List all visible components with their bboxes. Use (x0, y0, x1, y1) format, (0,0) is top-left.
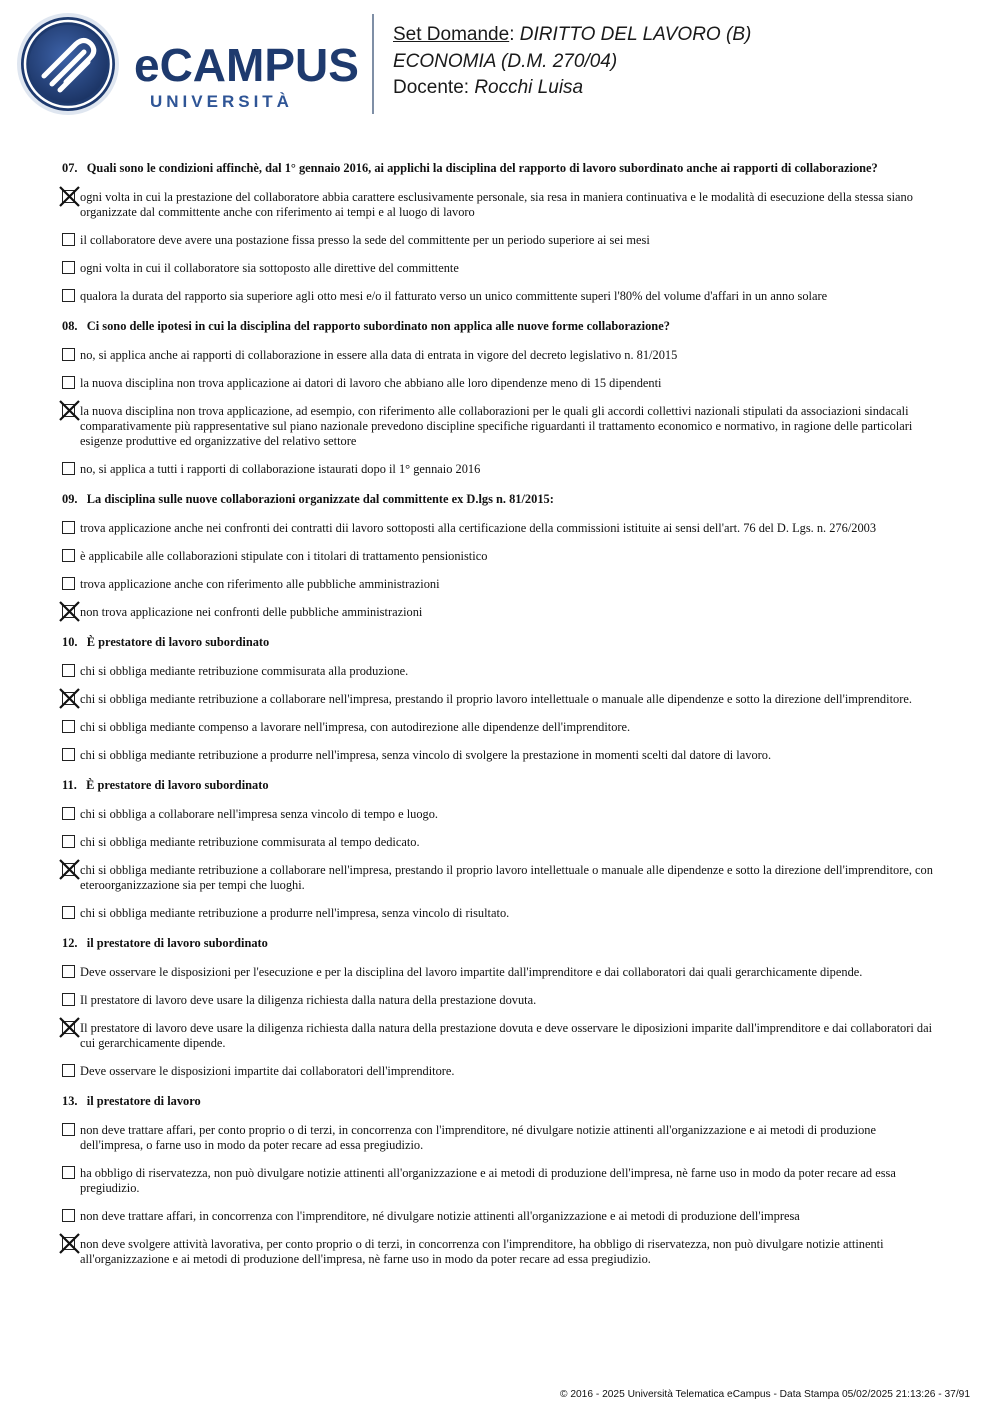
answer-text: chi si obbliga mediante compenso a lavorare nell'impresa, con autodirezione alle dipendenze dell'imprenditore. (80, 720, 631, 734)
checkbox[interactable] (62, 906, 75, 919)
answer-text: chi si obbliga a collaborare nell'impresa senza vincolo di tempo e luogo. (80, 807, 439, 821)
question-title (62, 491, 940, 507)
answer-text: Deve osservare le disposizioni per l'esecuzione e per la disciplina del lavoro impartite dall'imprenditore e dai collaboratori dai quali gerarchicamente dipende. (80, 965, 863, 979)
checkbox[interactable] (62, 720, 75, 733)
question-text: La disciplina sulle nuove collaborazioni organizzate dal committente ex D.lgs n. 81/2015: (86, 492, 554, 506)
question-number: 09. (62, 492, 78, 506)
checkbox[interactable] (62, 348, 75, 361)
answer-option (62, 261, 940, 276)
question-block (62, 160, 940, 304)
answer-option (62, 605, 940, 620)
question-number: 12. (62, 936, 78, 950)
answer-text: ha obbligo di riservatezza, non può divulgare notizie attinenti all'organizzazione e ai metodi di produzione dell'impresa, nè farne uso in modo da poter recare ad essa pregiudizio. (80, 1166, 896, 1195)
ecampus-logo-graphic (14, 10, 359, 118)
x-mark-icon (59, 859, 80, 880)
x-mark-icon (59, 400, 80, 421)
question-title (62, 1093, 940, 1109)
question-number: 13. (62, 1094, 78, 1108)
answer-option (62, 863, 940, 893)
question-block (62, 634, 940, 763)
teacher-name: Rocchi Luisa (474, 77, 584, 98)
set-label: Set Domande (393, 24, 510, 45)
question-block (62, 491, 940, 620)
question-block (62, 935, 940, 1079)
answer-text: chi si obbliga mediante retribuzione a collaborare nell'impresa, prestando il proprio lavoro intellettuale o manuale alle dipendenze e sotto la direzione dell'imprenditore. (80, 692, 912, 706)
answer-option (62, 1237, 940, 1267)
header-divider (372, 14, 374, 114)
answer-text: chi si obbliga mediante retribuzione a produrre nell'impresa, senza vincolo di risultato. (80, 906, 510, 920)
answer-text: chi si obbliga mediante retribuzione commisurata al tempo dedicato. (80, 835, 420, 849)
checkbox[interactable] (62, 462, 75, 475)
answer-option (62, 348, 940, 363)
answer-option (62, 577, 940, 592)
checkbox[interactable] (62, 1209, 75, 1222)
brand-text: eCAMPUS (134, 39, 359, 91)
checkbox[interactable] (62, 748, 75, 761)
checkbox[interactable] (62, 261, 75, 274)
subject-line-1: DIRITTO DEL LAVORO (B) (519, 24, 752, 45)
answer-option (62, 376, 940, 391)
answer-option (62, 1064, 940, 1079)
checkbox[interactable] (62, 1064, 75, 1077)
checkbox[interactable] (62, 233, 75, 246)
answer-text: la nuova disciplina non trova applicazione, ad esempio, con riferimento alle collaborazioni per le quali gli accordi collettivi nazionali stipulati da associazioni sindacali comparativamente più rappresentative sul piano nazionale prevedono discipline specifiche riguardanti il trattamento economico e normativo, in ragione delle particolari esigenze produttive ed organizzative del relativo settore (80, 404, 913, 448)
question-title (62, 634, 940, 650)
question-text: Quali sono le condizioni affinchè, dal 1° gennaio 2016, ai applichi la disciplina del rapporto di lavoro subordinato anche ai rapporti di collaborazione? (86, 161, 878, 175)
question-number: 08. (62, 319, 78, 333)
answer-option (62, 993, 940, 1008)
checkbox[interactable] (62, 993, 75, 1006)
teacher-line (393, 75, 751, 102)
set-title-line (393, 22, 751, 49)
question-title (62, 777, 940, 793)
answer-option (62, 1123, 940, 1153)
x-mark-icon (59, 1017, 80, 1038)
answer-option (62, 965, 940, 980)
checkbox[interactable] (62, 664, 75, 677)
answer-text: Il prestatore di lavoro deve usare la diligenza richiesta dalla natura della prestazione dovuta e deve osservare le diposizioni imparite dall'imprenditore e dai collaboratori dai cui gerarchicamente dipende. (80, 1021, 933, 1050)
answer-option (62, 404, 940, 449)
x-mark-icon (59, 186, 80, 207)
answer-text: il collaboratore deve avere una postazione fissa presso la sede del committente per un periodo superiore ai sei mesi (80, 233, 650, 247)
question-text: È prestatore di lavoro subordinato (86, 778, 269, 792)
x-mark-icon (59, 1233, 80, 1254)
x-mark-icon (59, 601, 80, 622)
answer-option (62, 835, 940, 850)
answer-option (62, 1209, 940, 1224)
answer-option (62, 233, 940, 248)
subject-line-2-row (393, 49, 751, 76)
ecampus-logo (14, 10, 359, 118)
answer-text: no, si applica a tutti i rapporti di collaborazione istaurati dopo il 1° gennaio 2016 (80, 462, 481, 476)
answer-text: ogni volta in cui il collaboratore sia sottoposto alle direttive del committente (80, 261, 459, 275)
answer-text: non trova applicazione nei confronti delle pubbliche amministrazioni (80, 605, 423, 619)
question-text: il prestatore di lavoro subordinato (86, 936, 268, 950)
checkbox[interactable] (62, 521, 75, 534)
answer-text: trova applicazione anche nei confronti dei contratti dii lavoro sottoposti alla certificazione della commissioni istituite ai sensi dell'art. 76 del D. Lgs. n. 276/2003 (80, 521, 877, 535)
answer-option (62, 549, 940, 564)
set-info (393, 22, 751, 102)
checkbox[interactable] (62, 965, 75, 978)
answer-text: Deve osservare le disposizioni impartite dai collaboratori dell'imprenditore. (80, 1064, 455, 1078)
checkbox[interactable] (62, 835, 75, 848)
checkbox[interactable] (62, 1123, 75, 1136)
answer-option (62, 720, 940, 735)
question-block (62, 1093, 940, 1267)
answer-option (62, 1021, 940, 1051)
question-title (62, 160, 940, 176)
answer-text: non deve svolgere attività lavorativa, per conto proprio o di terzi, in concorrenza con l'imprenditore, ha obbligo di riservatezza, non può divulgare notizie attinenti all'organizzazione e ai metodi di produzione dell'impresa, nè farne uso in modo da poter recare ad essa pregiudizio. (80, 1237, 884, 1266)
answer-text: ogni volta in cui la prestazione del collaboratore abbia carattere esclusivamente personale, sia resa in maniera continuativa e le modalità di esecuzione della stessa siano organizzate dal committente anche con riferimento ai tempi e al luogo di lavoro (80, 190, 913, 219)
answer-option (62, 664, 940, 679)
answer-text: non deve trattare affari, per conto proprio o di terzi, in concorrenza con l'imprenditore, né divulgare notizie attinenti all'organizzazione e ai metodi di produzione dell'impresa, o farne uso in modo da poter recare ad essa pregiudizio. (80, 1123, 877, 1152)
x-mark-icon (59, 688, 80, 709)
checkbox[interactable] (62, 807, 75, 820)
answer-text: chi si obbliga mediante retribuzione a produrre nell'impresa, senza vincolo di svolgere la prestazione in momenti scelti dal datore di lavoro. (80, 748, 772, 762)
checkbox[interactable] (62, 376, 75, 389)
subject-line-2: ECONOMIA (D.M. 270/04) (393, 50, 618, 72)
teacher-label: Docente: (393, 77, 475, 98)
answer-option (62, 521, 940, 536)
checkbox[interactable] (62, 1166, 75, 1179)
answer-text: la nuova disciplina non trova applicazione ai datori di lavoro che abbiano alle loro dipendenze meno di 15 dipendenti (80, 376, 662, 390)
answer-option (62, 748, 940, 763)
brand-subtitle: UNIVERSITÀ (150, 92, 293, 111)
checkbox[interactable] (62, 549, 75, 562)
answer-option (62, 906, 940, 921)
answer-text: chi si obbliga mediante retribuzione commisurata alla produzione. (80, 664, 409, 678)
answer-option (62, 1166, 940, 1196)
answer-option (62, 462, 940, 477)
set-separator: : (509, 24, 520, 45)
question-title (62, 935, 940, 951)
answer-text: trova applicazione anche con riferimento alle pubbliche amministrazioni (80, 577, 440, 591)
footer-text: © 2016 - 2025 Università Telematica eCampus - Data Stampa 05/02/2025 21:13:26 - 37/91 (560, 1389, 970, 1400)
question-block (62, 318, 940, 477)
answer-text: è applicabile alle collaborazioni stipulate con i titolari di trattamento pensionistico (80, 549, 488, 563)
answer-option (62, 190, 940, 220)
answer-text: no, si applica anche ai rapporti di collaborazione in essere alla data di entrata in vigore del decreto legislativo n. 81/2015 (80, 348, 678, 362)
answer-text: qualora la durata del rapporto sia superiore agli otto mesi e/o il fatturato verso un unico committente superi l'80% del volume d'affari in un anno solare (80, 289, 828, 303)
answer-option (62, 289, 940, 304)
question-number: 11. (62, 778, 77, 792)
question-text: Ci sono delle ipotesi in cui la disciplina del rapporto subordinato non applica alle nuove forme collaborazione? (86, 319, 670, 333)
answer-option (62, 807, 940, 822)
page-header (0, 0, 1000, 130)
question-text: il prestatore di lavoro (86, 1094, 201, 1108)
answer-text: Il prestatore di lavoro deve usare la diligenza richiesta dalla natura della prestazione dovuta. (80, 993, 537, 1007)
answer-text: non deve trattare affari, in concorrenza con l'imprenditore, né divulgare notizie attinenti all'organizzazione e ai metodi di produzione dell'impresa (80, 1209, 800, 1223)
answer-option (62, 692, 940, 707)
question-title (62, 318, 940, 334)
question-number: 07. (62, 161, 78, 175)
checkbox[interactable] (62, 289, 75, 302)
checkbox[interactable] (62, 577, 75, 590)
question-number: 10. (62, 635, 78, 649)
question-text: È prestatore di lavoro subordinato (86, 635, 270, 649)
answer-text: chi si obbliga mediante retribuzione a collaborare nell'impresa, prestando il proprio lavoro intellettuale o manuale alle dipendenze e sotto la direzione dell'imprenditore, con eteroorganizzazione sia per tempi che luoghi. (80, 863, 933, 892)
question-list (62, 160, 940, 1281)
question-block (62, 777, 940, 921)
